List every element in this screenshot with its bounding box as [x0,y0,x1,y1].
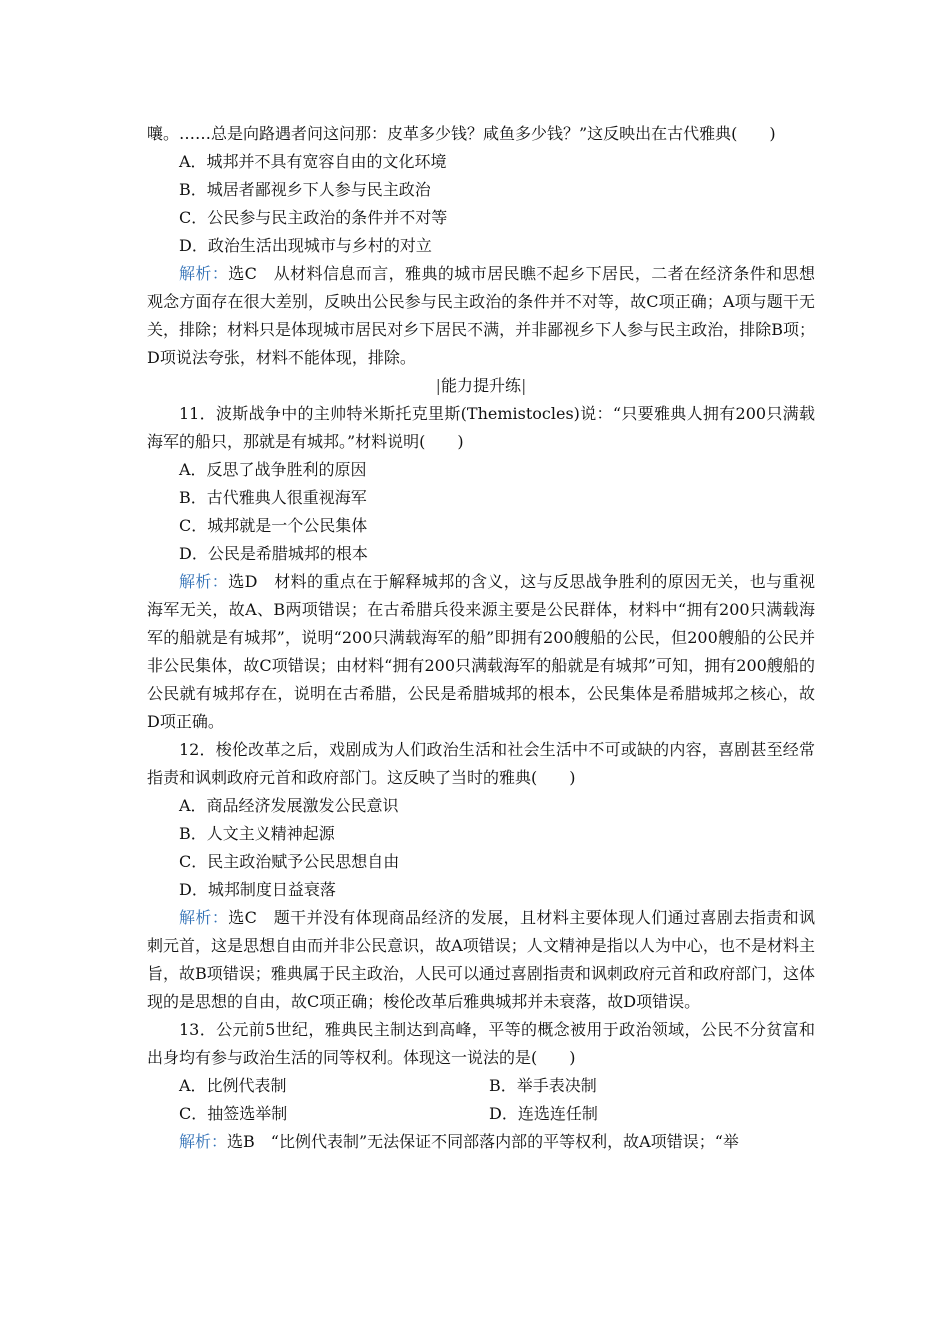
answer-option: B．古代雅典人很重视海军 [179,488,367,507]
answer-option: A．比例代表制 [179,1076,287,1095]
analysis-text: 选D 材料的重点在于解释城邦的含义，这与反思战争胜利的原因无关，也与重视海军无关，故A、B两项错误；在古希腊兵役来源主要是公民群体，材料中“拥有200只满载海军的船就是有城邦”，说明“200只满载海军的船”即拥有200艘船的公民，但200艘船的公民并非公民集体，故C项错误；由材料“拥有200只满载海军的船就是有城邦”可知，拥有200艘船的公民就有城邦存在，说明在古希腊，公民是希腊城邦的根本，公民集体是希腊城邦之核心，故D项正确。 [147,572,815,731]
question-stem: 13．公元前5世纪，雅典民主制达到高峰，平等的概念被用于政治领域，公民不分贫富和出身均有参与政治生活的同等权利。体现这一说法的是( ) [147,1020,815,1067]
answer-option: D．城邦制度日益衰落 [179,880,336,899]
answer-option: C．城邦就是一个公民集体 [179,516,368,535]
answer-option: D．连选连任制 [489,1104,598,1123]
analysis-text: 选B “比例代表制”无法保证不同部落内部的平等权利，故A项错误；“举 [227,1132,739,1151]
question-stem: 嚷。……总是向路遇者问这问那：皮革多少钱？咸鱼多少钱？”这反映出在古代雅典( ) [147,124,776,143]
analysis-paragraph [147,1128,815,1156]
answer-option: A．反思了战争胜利的原因 [179,460,367,479]
analysis-label: 解析： [179,1132,228,1151]
question-stem: 12．梭伦改革之后，戏剧成为人们政治生活和社会生活中不可或缺的内容，喜剧甚至经常指责和讽刺政府元首和政府部门。这反映了当时的雅典( ) [147,740,815,787]
answer-option: B．人文主义精神起源 [179,824,335,843]
section-bar-left: | [435,376,441,395]
answer-option-row [147,1100,815,1128]
analysis-label: 解析： [179,908,229,927]
section-heading [147,372,815,400]
answer-option-row [147,1072,815,1100]
answer-option: C．抽签选举制 [179,1104,288,1123]
answer-option: B．城居者鄙视乡下人参与民主政治 [179,180,431,199]
answer-option: A．商品经济发展激发公民意识 [179,796,399,815]
section-title: 能力提升练 [440,376,521,395]
answer-option: B．举手表决制 [489,1076,597,1095]
answer-option: C．民主政治赋予公民思想自由 [179,852,400,871]
analysis-paragraph [147,260,815,372]
analysis-paragraph [147,568,815,736]
section-bar-right: | [521,376,527,395]
answer-option: C．公民参与民主政治的条件并不对等 [179,208,448,227]
question-stem: 11．波斯战争中的主帅特米斯托克里斯(Themistocles)说：“只要雅典人拥有200只满载海军的船只，那就是有城邦。”材料说明( ) [147,404,815,451]
answer-option: D．公民是希腊城邦的根本 [179,544,368,563]
analysis-label: 解析： [179,572,229,591]
document-body [147,120,815,1156]
analysis-text: 选C 题干并没有体现商品经济的发展，且材料主要体现人们通过喜剧去指责和讽刺元首，这是思想自由而并非公民意识，故A项错误；人文精神是指以人为中心，也不是材料主旨，故B项错误；雅典属于民主政治，人民可以通过喜剧指责和讽刺政府元首和政府部门，这体现的是思想的自由，故C项正确；梭伦改革后雅典城邦并未衰落，故D项错误。 [147,908,815,1011]
analysis-paragraph [147,904,815,1016]
analysis-text: 选C 从材料信息而言，雅典的城市居民瞧不起乡下居民，二者在经济条件和思想观念方面存在很大差别，反映出公民参与民主政治的条件并不对等，故C项正确；A项与题干无关，排除；材料只是体现城市居民对乡下居民不满，并非鄙视乡下人参与民主政治，排除B项；D项说法夸张，材料不能体现，排除。 [147,264,815,367]
answer-option: D．政治生活出现城市与乡村的对立 [179,236,432,255]
analysis-label: 解析： [179,264,229,283]
answer-option: A．城邦并不具有宽容自由的文化环境 [179,152,447,171]
